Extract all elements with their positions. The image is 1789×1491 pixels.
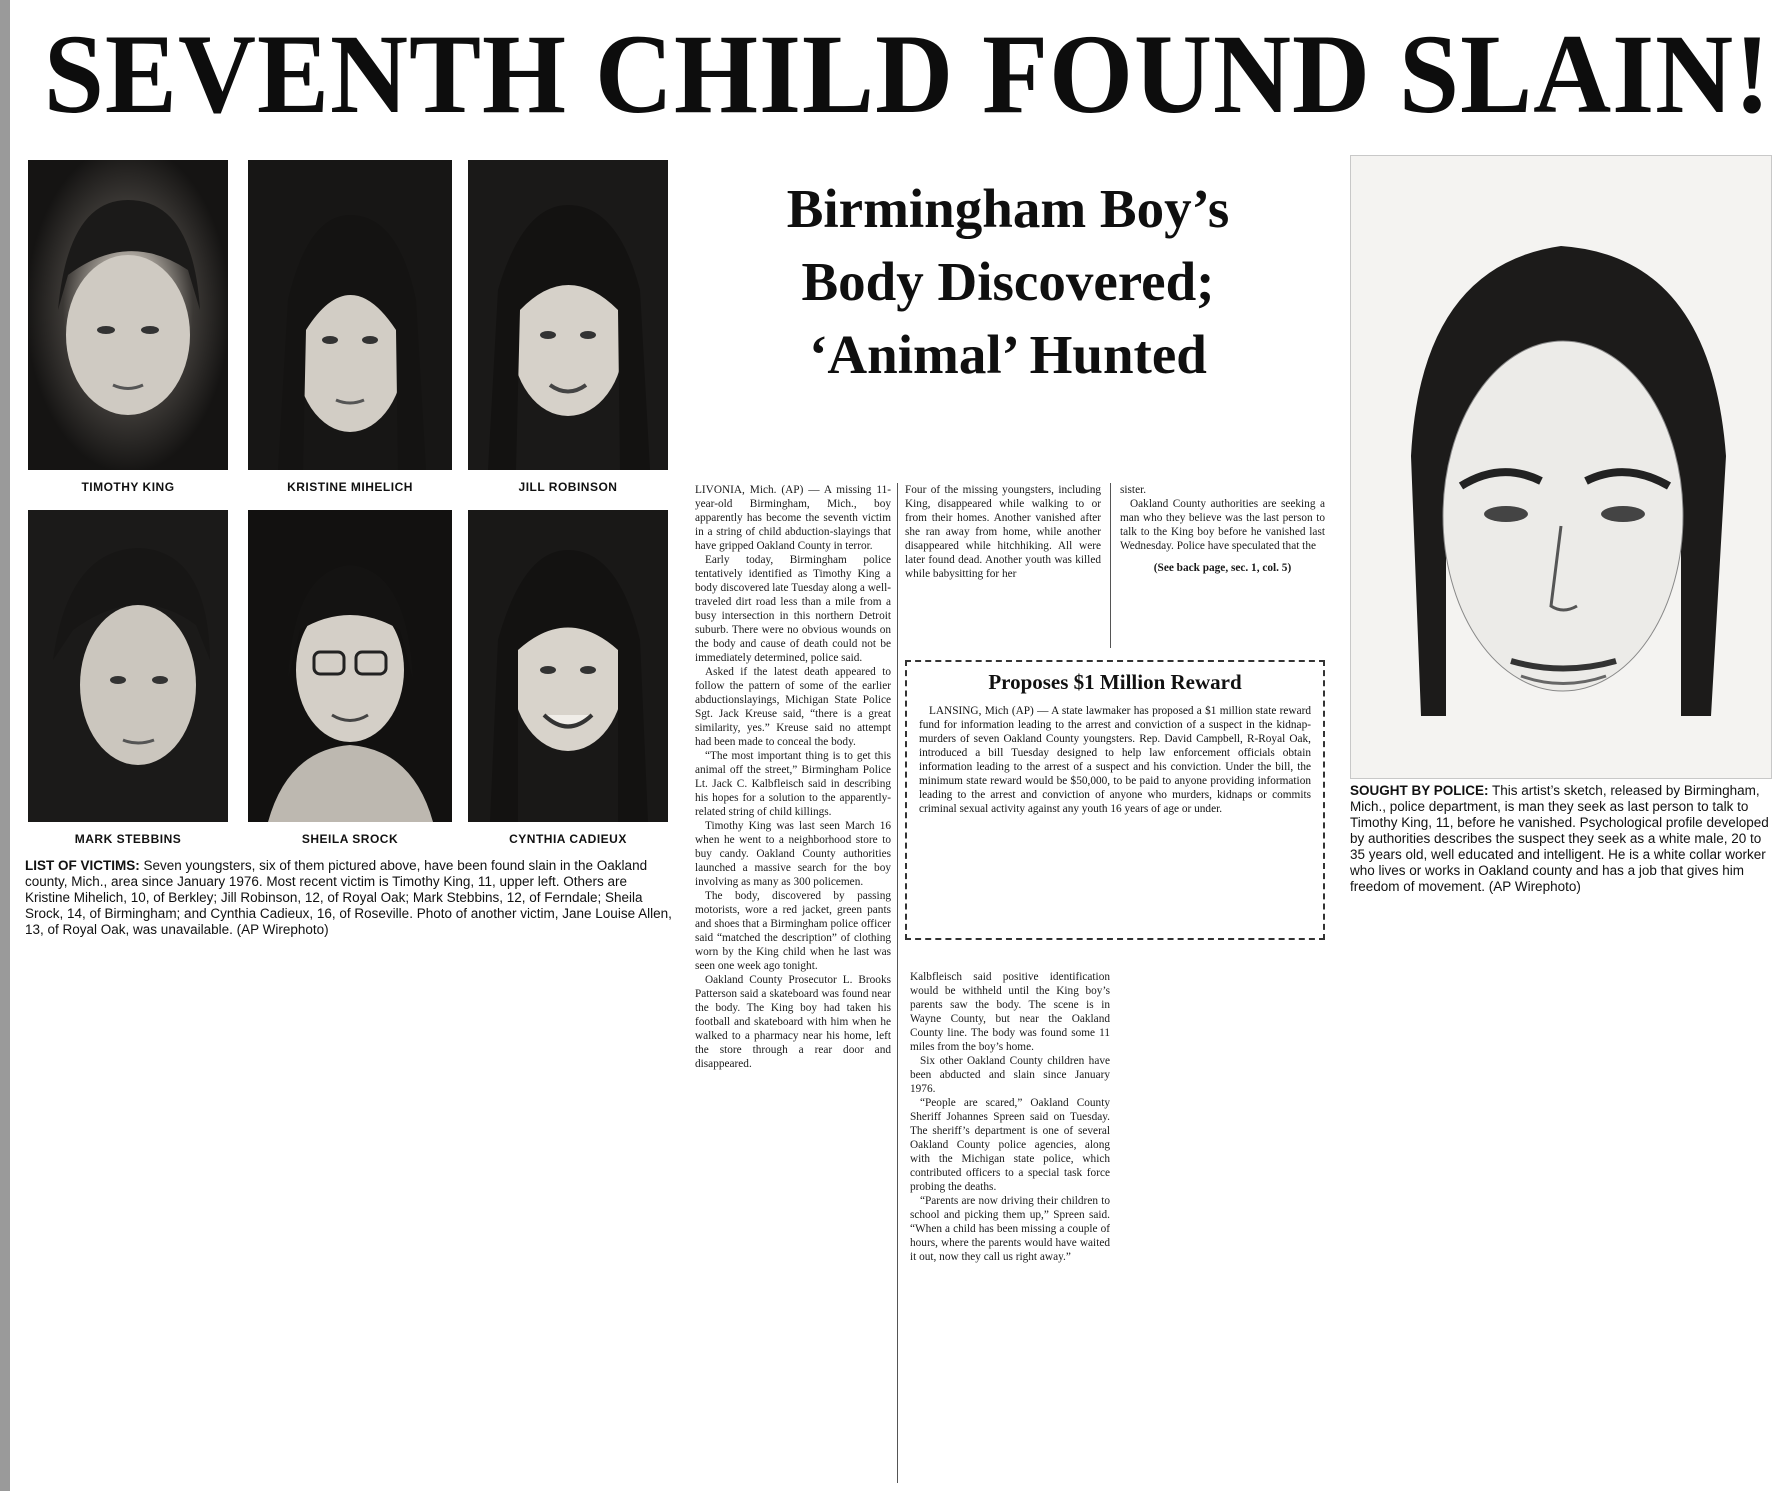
reward-text: LANSING, Mich (AP) — A state lawmaker has proposed a $1 million state reward fund for information leading to the arrest and conviction of a suspect in the kidnap-murders of seven Oakland County youngsters. Rep. David Campbell, R-Royal Oak, introduced a bill Tuesday designed to help law enforcement officials obtain information leading to the arrest of a suspect and his conviction. Under the bill, the minimum state reward would be $50,000, to be paid to anyone providing information leading to the arrest and conviction of anyone who murders, kidnaps or commits criminal sexual activity against any youth 16 years of age or under. xyxy=(919,705,1311,815)
story-paragraph: Oakland County authorities are seeking a man who they believe was the last person to talk to the King boy before he vanished last Wednesday. Police have speculated that the xyxy=(1120,498,1325,552)
reward-box xyxy=(905,660,1325,940)
victim-name-caption: SHEILA SROCK xyxy=(301,832,399,846)
suspect-sketch xyxy=(1350,155,1772,779)
story-paragraph: “The most important thing is to get this animal off the street,” Birmingham Police Lt. Jack C. Kalbfleisch said in describing his hopes for a solution to the apparently-related string of child killings. xyxy=(695,750,891,818)
sketch-caption-text: This artist’s sketch, released by Birmingham, Mich., police department, is man they seek as last person to talk to Timothy King, 11, before he vanished. Psychological profile developed by authorities describes the suspect they seek as a white male, 20 to 35 years old, well educated and intelligent. He is a white collar worker who lives or works in Oakland county and has a job that gives him freedom of movement. (AP Wirephoto) xyxy=(1350,783,1769,894)
sketch-caption-lead: SOUGHT BY POLICE: xyxy=(1350,783,1489,798)
banner-headline: SEVENTH CHILD FOUND SLAIN! xyxy=(43,12,1772,138)
victim-name-caption: CYNTHIA CADIEUX xyxy=(509,832,627,846)
story-paragraph: Six other Oakland County children have been abducted and slain since January 1976. xyxy=(910,1055,1110,1095)
story-paragraph: sister. xyxy=(1120,484,1147,496)
victims-caption xyxy=(25,858,675,978)
victim-photo xyxy=(248,510,452,822)
story-column-1 xyxy=(695,483,891,1483)
story-paragraph: Early today, Birmingham police tentatively identified as Timothy King a body discovered late Tuesday along a well-traveled dirt road less than a mile from a busy intersection in this northern Detroit suburb. There were no obvious wounds on the body and cause of death could not be immediately determined, police said. xyxy=(695,554,891,664)
story-headline xyxy=(688,172,1328,472)
victim-name-caption: JILL ROBINSON xyxy=(518,480,618,494)
victim-photo xyxy=(28,510,228,822)
story-paragraph: The body, discovered by passing motorists, wore a red jacket, green pants and shoes that a Birmingham police officer said “matched the description” of clothing worn by the King child when he last was seen one week ago tonight. xyxy=(695,890,891,972)
story-column-2-continued xyxy=(910,970,1110,1480)
sketch-caption xyxy=(1350,783,1770,963)
victim-photo xyxy=(468,160,668,470)
column-rule xyxy=(897,483,898,1483)
story-paragraph: Oakland County Prosecutor L. Brooks Patterson said a skateboard was found near the body. The King boy had taken his football and skateboard with him when he walked to a pharmacy near his home, left the store through a rear door and disappeared. xyxy=(695,974,891,1070)
victim-name-caption: TIMOTHY KING xyxy=(81,480,175,494)
story-paragraph: “People are scared,” Oakland County Sheriff Johannes Spreen said on Tuesday. The sheriff’s department is one of several Oakland County police agencies, along with the Michigan state police, which contributed officers to a special task force probing the deaths. xyxy=(910,1097,1110,1193)
story-paragraph: LIVONIA, Mich. (AP) — A missing 11-year-old Birmingham, Mich., boy apparently has become the seventh victim in a string of child abduction-slayings that have gripped Oakland County in terror. xyxy=(695,484,891,552)
story-paragraph: Four of the missing youngsters, including King, disappeared while walking to or from their homes. Another vanished after she ran away from home, while another disappeared while hitchhiking. All were later found dead. Another youth was killed while babysitting for her xyxy=(905,484,1101,580)
story-paragraph: Asked if the latest death appeared to follow the pattern of some of the earlier abductionslayings, Michigan State Police Sgt. Jack Kreuse said, “there is a great similarity, yes.” Kreuse said no attempt had been made to conceal the body. xyxy=(695,666,891,748)
victim-photo xyxy=(248,160,452,470)
story-column-2 xyxy=(905,483,1101,648)
story-paragraph: Timothy King was last seen March 16 when he went to a neighborhood store to buy candy. Oakland County authorities launched a massive search for the boy involving as many as 300 policemen. xyxy=(695,820,891,888)
victim-photo xyxy=(28,160,228,470)
victim-photo xyxy=(468,510,668,822)
story-paragraph: Kalbfleisch said positive identification would be withheld until the King boy’s parents saw the body. The scene is in Wayne County, but near the Oakland County line. The body was found some 11 miles from the boy’s home. xyxy=(910,971,1110,1053)
story-paragraph: “Parents are now driving their children to school and picking them up,” Spreen said. “When a child has been missing a couple of hours, where the parents would have waited it out, now they call us right away.” xyxy=(910,1195,1110,1263)
scan-edge xyxy=(0,0,10,1491)
victims-caption-text: Seven youngsters, six of them pictured above, have been found slain in the Oakland county, Mich., area since January 1976. Most recent victim is Timothy King, 11, upper left. Others are Kristine Mihelich, 10, of Berkley; Jill Robinson, 12, of Royal Oak; Mark Stebbins, 12, of Ferndale; Sheila Srock, 14, of Birmingham; and Cynthia Cadieux, 16, of Roseville. Photo of another victim, Jane Louise Allen, 13, of Royal Oak, was unavailable. (AP Wirephoto) xyxy=(25,858,672,937)
column-rule xyxy=(1110,483,1111,648)
reward-title: Proposes $1 Million Reward xyxy=(988,670,1242,694)
jump-line: (See back page, sec. 1, col. 5) xyxy=(1153,562,1292,574)
story-column-3 xyxy=(1120,483,1325,648)
victim-name-caption: MARK STEBBINS xyxy=(74,832,182,846)
headline-line: ‘Animal’ Hunted xyxy=(809,324,1207,385)
victim-name-caption: KRISTINE MIHELICH xyxy=(287,480,413,494)
headline-line: Birmingham Boy’s xyxy=(786,178,1230,239)
headline-line: Body Discovered; xyxy=(801,251,1215,312)
victims-caption-lead: LIST OF VICTIMS: xyxy=(25,858,140,873)
